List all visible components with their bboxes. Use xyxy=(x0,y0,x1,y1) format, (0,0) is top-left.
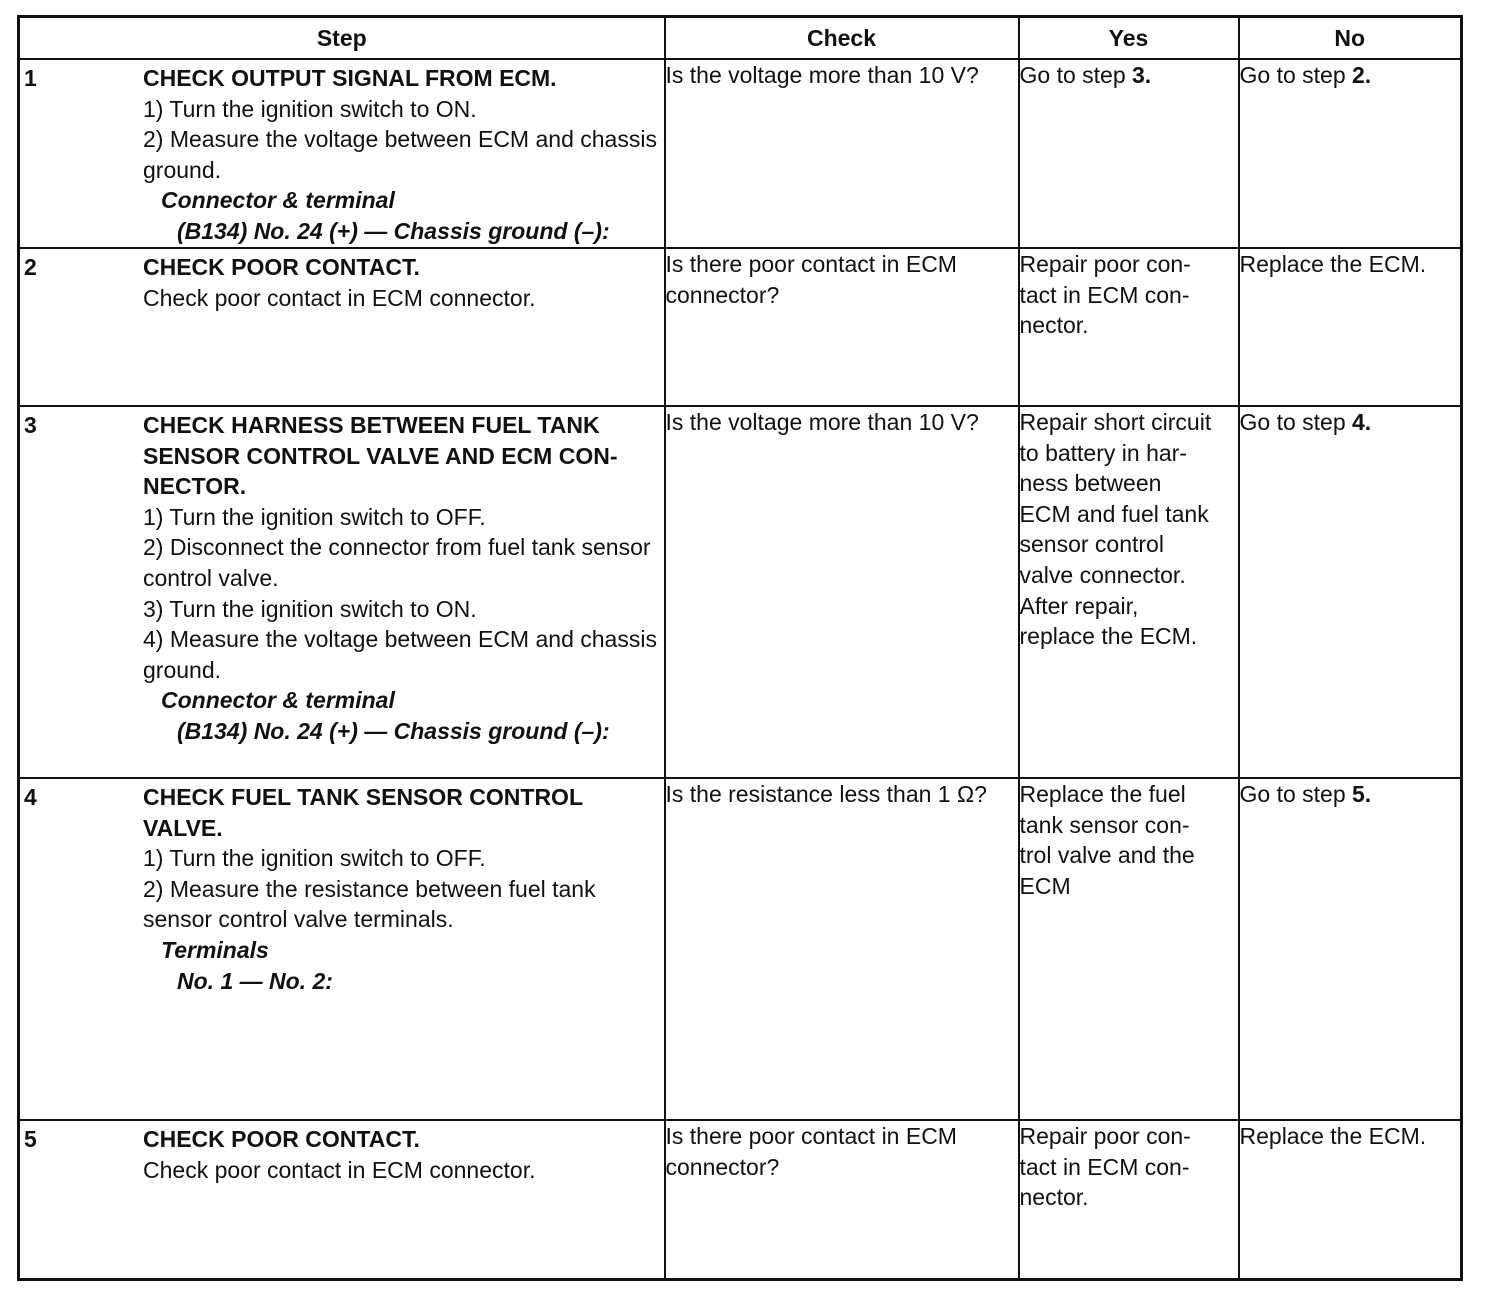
yes-cell xyxy=(1019,59,1239,248)
step-title: CHECK POOR CONTACT. xyxy=(143,1126,420,1152)
no-text: Go to step xyxy=(1239,781,1353,807)
step-number: 1 xyxy=(24,65,37,91)
check-cell: Is there poor contact in ECM connector? xyxy=(665,1120,1019,1279)
terminal-heading: Terminals xyxy=(161,936,269,963)
yes-cell: Repair poor con- tact in ECM con- nector. xyxy=(1019,248,1239,406)
step-line: 1) Turn the ignition switch to OFF. xyxy=(143,845,486,872)
check-cell: Is the voltage more than 10 V? xyxy=(665,59,1019,248)
step-line: Check poor contact in ECM connector. xyxy=(143,284,536,311)
step-line: 2) Disconnect the connector from fuel tank sensor control valve. xyxy=(143,534,651,591)
diagnostic-table xyxy=(17,15,1463,1281)
table-row xyxy=(19,248,1462,406)
terminal-value: (B134) No. 24 (+) — Chassis ground (–): xyxy=(177,217,610,244)
step-cell xyxy=(19,248,665,406)
no-cell xyxy=(1239,778,1462,1120)
yes-cell: Repair short circuit to battery in har- ness between ECM and fuel tank sensor control valve connector. After repair, replace the ECM. xyxy=(1019,406,1239,778)
no-text: Go to step xyxy=(1239,409,1353,435)
terminal-value: No. 1 — No. 2: xyxy=(177,967,333,994)
yes-text: Go to step xyxy=(1019,62,1133,88)
no-cell xyxy=(1239,59,1462,248)
step-line: Check poor contact in ECM connector. xyxy=(143,1156,536,1183)
step-line: 4) Measure the voltage between ECM and chassis ground. xyxy=(143,626,657,683)
step-cell xyxy=(19,1120,665,1279)
no-text: Go to step xyxy=(1239,62,1353,88)
no-cell: Replace the ECM. xyxy=(1239,248,1462,406)
step-line: 2) Measure the voltage between ECM and chassis ground. xyxy=(143,126,657,183)
check-cell: Is there poor contact in ECM connector? xyxy=(665,248,1019,406)
check-cell: Is the voltage more than 10 V? xyxy=(665,406,1019,778)
step-title: CHECK OUTPUT SIGNAL FROM ECM. xyxy=(143,65,557,91)
no-step-ref: 4. xyxy=(1352,409,1372,435)
terminal-heading: Connector & terminal xyxy=(161,187,395,214)
step-line: 1) Turn the ignition switch to OFF. xyxy=(143,503,486,530)
table-row xyxy=(19,778,1462,1120)
header-row xyxy=(19,17,1462,60)
header-yes: Yes xyxy=(1019,17,1239,60)
yes-cell: Replace the fuel tank sensor con- trol valve and the ECM xyxy=(1019,778,1239,1120)
step-number: 3 xyxy=(24,412,37,438)
step-number: 5 xyxy=(24,1126,37,1152)
no-step-ref: 2. xyxy=(1352,62,1372,88)
step-line: 3) Turn the ignition switch to ON. xyxy=(143,595,477,622)
step-number: 4 xyxy=(24,784,37,810)
header-no: No xyxy=(1239,17,1462,60)
terminal-heading: Connector & terminal xyxy=(161,687,395,714)
step-number: 2 xyxy=(24,254,37,280)
check-cell: Is the resistance less than 1 Ω? xyxy=(665,778,1019,1120)
step-cell xyxy=(19,59,665,248)
header-step: Step xyxy=(19,17,665,60)
yes-step-ref: 3. xyxy=(1132,62,1152,88)
no-step-ref: 5. xyxy=(1352,781,1372,807)
table-row xyxy=(19,406,1462,778)
yes-cell: Repair poor con- tact in ECM con- nector. xyxy=(1019,1120,1239,1279)
step-cell xyxy=(19,406,665,778)
step-title: CHECK POOR CONTACT. xyxy=(143,254,420,280)
table-row xyxy=(19,1120,1462,1279)
step-line: 2) Measure the resistance between fuel tank sensor control valve terminals. xyxy=(143,875,596,933)
step-cell xyxy=(19,778,665,1120)
step-title: CHECK HARNESS BETWEEN FUEL TANK SENSOR CONTROL VALVE AND ECM CON-NECTOR. xyxy=(143,412,618,500)
step-line: 1) Turn the ignition switch to ON. xyxy=(143,95,477,122)
no-cell: Replace the ECM. xyxy=(1239,1120,1462,1279)
terminal-value: (B134) No. 24 (+) — Chassis ground (–): xyxy=(177,717,610,744)
table-row xyxy=(19,59,1462,248)
header-check: Check xyxy=(665,17,1019,60)
no-cell xyxy=(1239,406,1462,778)
step-title: CHECK FUEL TANK SENSOR CONTROL VALVE. xyxy=(143,784,583,841)
